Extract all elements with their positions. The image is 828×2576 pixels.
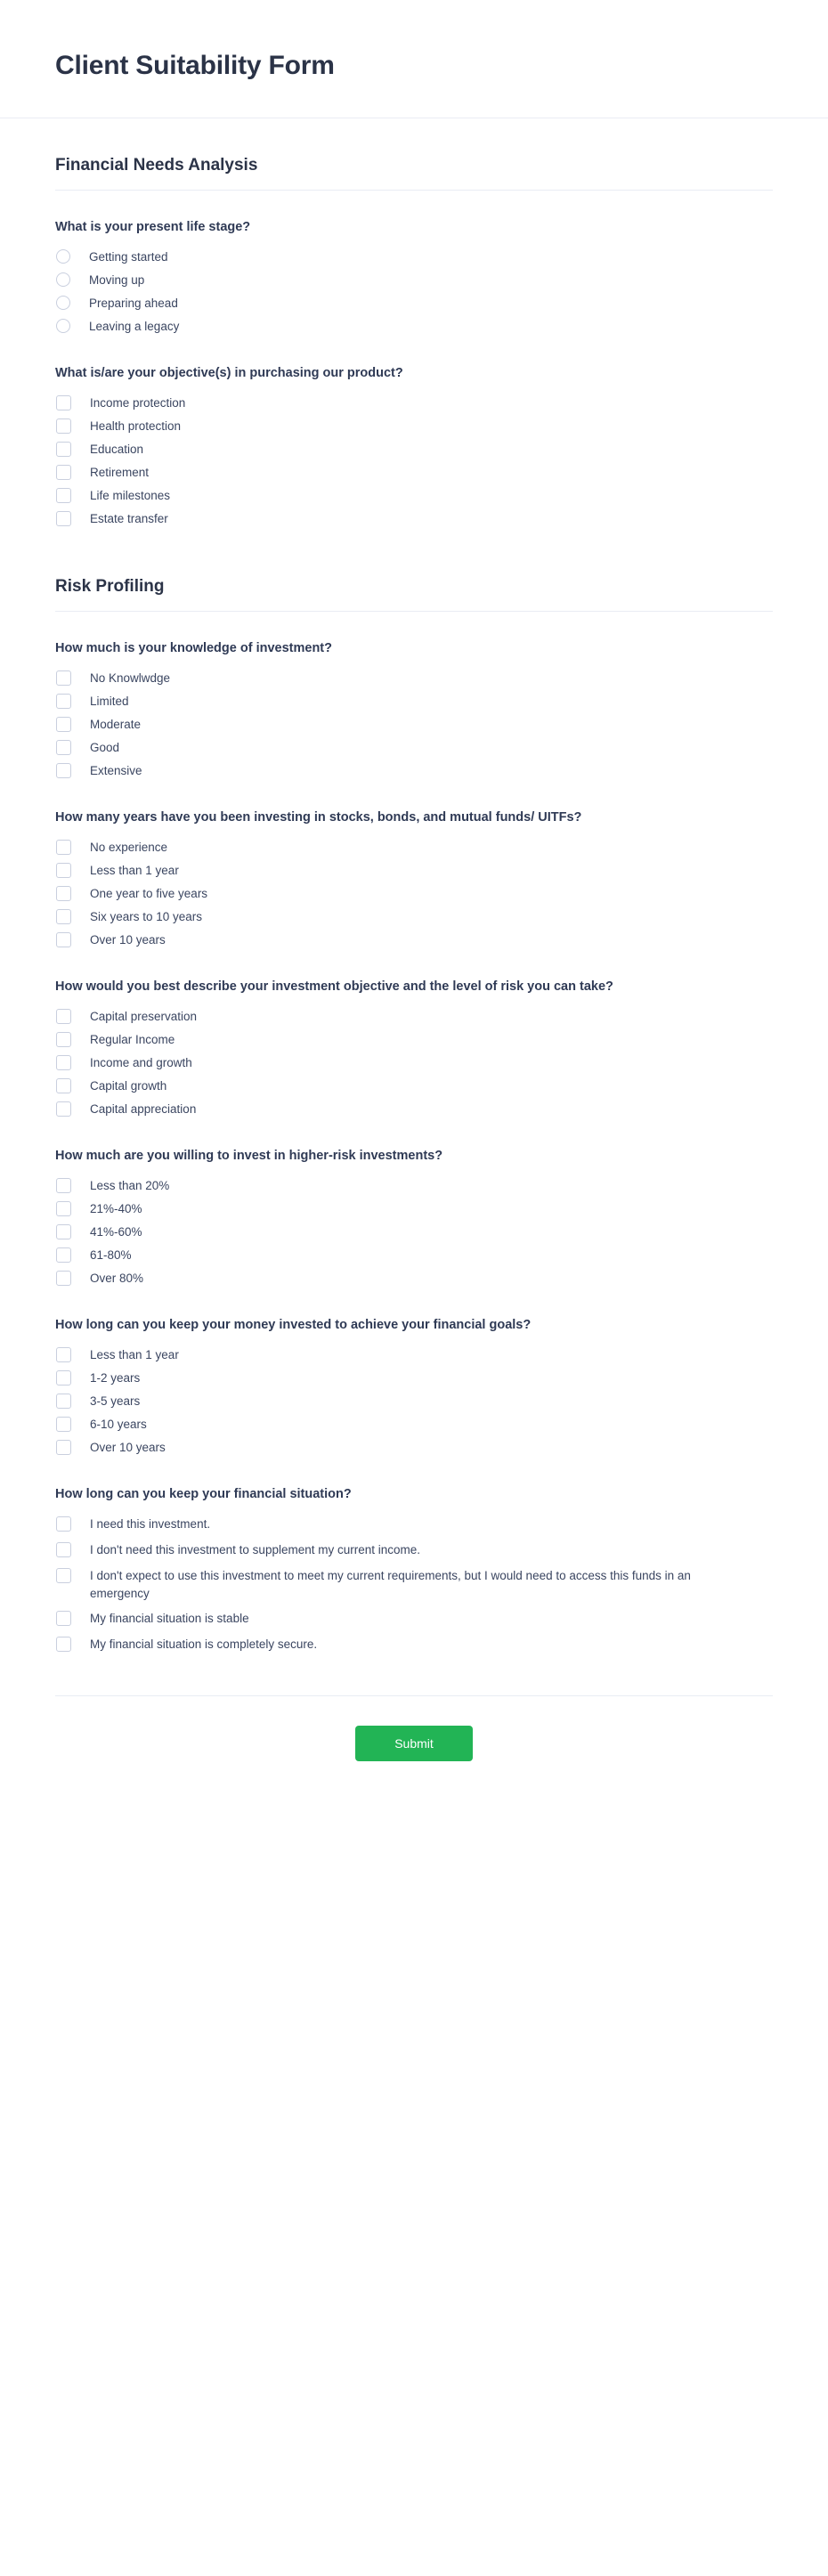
option-label[interactable]: Over 10 years <box>90 933 166 947</box>
option-row[interactable] <box>55 739 773 758</box>
option-row[interactable] <box>55 1177 773 1196</box>
option-label[interactable]: Over 80% <box>90 1272 144 1285</box>
option-label[interactable]: I don't expect to use this investment to meet my current requirements, but I would need to access this funds in an emergency <box>90 1569 691 1600</box>
option-row[interactable] <box>55 1610 773 1629</box>
option-row[interactable] <box>55 670 773 688</box>
checkbox[interactable] <box>56 1370 71 1386</box>
checkbox[interactable] <box>56 1271 71 1286</box>
option-label[interactable]: Moving up <box>89 273 145 287</box>
checkbox[interactable] <box>56 909 71 924</box>
option-label[interactable]: Getting started <box>89 250 168 264</box>
question-label: How much are you willing to invest in higher-risk investments? <box>55 1149 443 1163</box>
option-row[interactable] <box>55 862 773 881</box>
option-label[interactable]: Health protection <box>90 419 182 433</box>
question-label: How many years have you been investing in stocks, bonds, and mutual funds/ UITFs? <box>55 810 582 825</box>
question-block <box>55 781 773 950</box>
checkbox[interactable] <box>56 1055 71 1070</box>
form-header <box>0 0 828 118</box>
question-block <box>55 1288 773 1458</box>
question-label: How would you best describe your investment objective and the level of risk you can take? <box>55 979 613 994</box>
option-label[interactable]: Moderate <box>90 718 142 731</box>
checkbox[interactable] <box>56 932 71 947</box>
option-list <box>55 248 773 337</box>
option-label[interactable]: Less than 1 year <box>90 864 179 877</box>
option-row[interactable] <box>55 839 773 857</box>
option-row[interactable] <box>55 441 773 459</box>
option-row[interactable] <box>55 394 773 413</box>
option-label[interactable]: 1-2 years <box>90 1371 141 1385</box>
radio-button[interactable] <box>56 272 70 287</box>
option-row[interactable] <box>55 1439 773 1458</box>
option-label[interactable]: Income and growth <box>90 1056 192 1069</box>
checkbox[interactable] <box>56 763 71 778</box>
option-label[interactable]: No experience <box>90 841 168 854</box>
question-label: How long can you keep your financial situation? <box>55 1487 352 1501</box>
option-label[interactable]: Capital growth <box>90 1079 167 1093</box>
question-block <box>55 950 773 1119</box>
form-section <box>55 118 773 529</box>
option-row[interactable] <box>55 1077 773 1096</box>
option-row[interactable] <box>55 1200 773 1219</box>
sections-container <box>55 118 773 1654</box>
option-label[interactable]: One year to five years <box>90 887 208 900</box>
option-label[interactable]: Six years to 10 years <box>90 910 203 923</box>
option-label[interactable]: My financial situation is stable <box>90 1612 249 1625</box>
form-body <box>0 118 828 2576</box>
question-block <box>55 1458 773 1654</box>
option-list <box>55 1177 773 1288</box>
option-label[interactable]: Capital preservation <box>90 1010 198 1023</box>
checkbox[interactable] <box>56 1032 71 1047</box>
option-label[interactable]: My financial situation is completely secure. <box>90 1637 318 1651</box>
option-row[interactable] <box>55 1516 773 1534</box>
option-row[interactable] <box>55 510 773 529</box>
checkbox[interactable] <box>56 395 71 410</box>
checkbox[interactable] <box>56 694 71 709</box>
option-row[interactable] <box>55 1636 773 1654</box>
checkbox[interactable] <box>56 670 71 686</box>
checkbox[interactable] <box>56 1611 71 1626</box>
option-row[interactable] <box>55 693 773 711</box>
option-row[interactable] <box>55 272 773 290</box>
option-label[interactable]: Life milestones <box>90 489 171 502</box>
question-block <box>55 191 773 337</box>
question-block <box>55 612 773 781</box>
option-row[interactable] <box>55 487 773 506</box>
option-label[interactable]: Estate transfer <box>90 512 168 525</box>
option-row[interactable] <box>55 1369 773 1388</box>
checkbox[interactable] <box>56 1078 71 1093</box>
option-label[interactable]: Preparing ahead <box>89 297 178 310</box>
question-block <box>55 337 773 529</box>
option-row[interactable] <box>55 908 773 927</box>
option-list <box>55 670 773 781</box>
option-label[interactable]: Capital appreciation <box>90 1102 197 1116</box>
option-row[interactable] <box>55 418 773 436</box>
option-row[interactable] <box>55 1346 773 1365</box>
option-row[interactable] <box>55 295 773 313</box>
option-label[interactable]: Limited <box>90 695 129 708</box>
option-label[interactable]: 21%-40% <box>90 1202 142 1215</box>
option-label[interactable]: Income protection <box>90 396 186 410</box>
question-label: How much is your knowledge of investment? <box>55 641 332 655</box>
option-list <box>55 1516 773 1654</box>
checkbox[interactable] <box>56 840 71 855</box>
checkbox[interactable] <box>56 511 71 526</box>
option-list <box>55 839 773 950</box>
option-row[interactable] <box>55 1101 773 1119</box>
option-label[interactable]: 61-80% <box>90 1248 132 1262</box>
option-row[interactable] <box>55 1416 773 1434</box>
option-row[interactable] <box>55 1031 773 1050</box>
option-label[interactable]: Extensive <box>90 764 142 777</box>
option-label[interactable]: Less than 1 year <box>90 1348 179 1361</box>
checkbox[interactable] <box>56 1542 71 1557</box>
checkbox[interactable] <box>56 1101 71 1117</box>
radio-button[interactable] <box>56 296 70 310</box>
checkbox[interactable] <box>56 1417 71 1432</box>
option-row[interactable] <box>55 1393 773 1411</box>
checkbox[interactable] <box>56 488 71 503</box>
option-label[interactable]: 6-10 years <box>90 1418 147 1431</box>
option-row[interactable] <box>55 1054 773 1073</box>
checkbox[interactable] <box>56 740 71 755</box>
checkbox[interactable] <box>56 886 71 901</box>
option-row[interactable] <box>55 1541 773 1560</box>
option-label[interactable]: Retirement <box>90 466 150 479</box>
checkbox[interactable] <box>56 1440 71 1455</box>
option-label[interactable]: Less than 20% <box>90 1179 170 1192</box>
option-label[interactable]: I need this investment. <box>90 1517 211 1531</box>
option-label[interactable]: Good <box>90 741 120 754</box>
option-row[interactable] <box>55 762 773 781</box>
option-list <box>55 394 773 529</box>
checkbox[interactable] <box>56 717 71 732</box>
option-label[interactable]: No Knowlwdge <box>90 671 171 685</box>
option-row[interactable] <box>55 1567 773 1603</box>
checkbox[interactable] <box>56 465 71 480</box>
option-row[interactable] <box>55 716 773 735</box>
option-label[interactable]: I don't need this investment to supplement my current income. <box>90 1543 421 1556</box>
option-row[interactable] <box>55 464 773 483</box>
checkbox[interactable] <box>56 1224 71 1239</box>
option-list <box>55 1008 773 1119</box>
checkbox[interactable] <box>56 1568 71 1583</box>
radio-button[interactable] <box>56 249 70 264</box>
option-list <box>55 1346 773 1458</box>
section-heading: Risk Profiling <box>55 575 773 612</box>
form-section <box>55 529 773 1654</box>
checkbox[interactable] <box>56 442 71 457</box>
checkbox[interactable] <box>56 418 71 434</box>
section-heading: Financial Needs Analysis <box>55 154 773 191</box>
submit-button[interactable]: Submit <box>355 1726 473 1761</box>
checkbox[interactable] <box>56 1009 71 1024</box>
option-label[interactable]: Over 10 years <box>90 1441 166 1454</box>
option-label[interactable]: Leaving a legacy <box>89 320 180 333</box>
option-row[interactable] <box>55 318 773 337</box>
checkbox[interactable] <box>56 1247 71 1263</box>
option-label[interactable]: 3-5 years <box>90 1394 141 1408</box>
option-label[interactable]: 41%-60% <box>90 1225 142 1239</box>
checkbox[interactable] <box>56 1394 71 1409</box>
option-row[interactable] <box>55 248 773 267</box>
question-label: What is/are your objective(s) in purchasing our product? <box>55 366 403 380</box>
page-title: Client Suitability Form <box>55 51 335 80</box>
checkbox[interactable] <box>56 1178 71 1193</box>
option-label[interactable]: Regular Income <box>90 1033 175 1046</box>
option-row[interactable] <box>55 885 773 904</box>
radio-button[interactable] <box>56 319 70 333</box>
option-row[interactable] <box>55 1008 773 1027</box>
form-footer <box>55 1695 773 1800</box>
option-row[interactable] <box>55 1270 773 1288</box>
question-label: How long can you keep your money invested to achieve your financial goals? <box>55 1318 532 1332</box>
option-row[interactable] <box>55 1223 773 1242</box>
question-label: What is your present life stage? <box>55 220 251 234</box>
option-row[interactable] <box>55 931 773 950</box>
option-row[interactable] <box>55 1247 773 1265</box>
option-label[interactable]: Education <box>90 443 144 456</box>
checkbox[interactable] <box>56 1347 71 1362</box>
checkbox[interactable] <box>56 1516 71 1532</box>
checkbox[interactable] <box>56 863 71 878</box>
checkbox[interactable] <box>56 1637 71 1652</box>
question-block <box>55 1119 773 1288</box>
checkbox[interactable] <box>56 1201 71 1216</box>
